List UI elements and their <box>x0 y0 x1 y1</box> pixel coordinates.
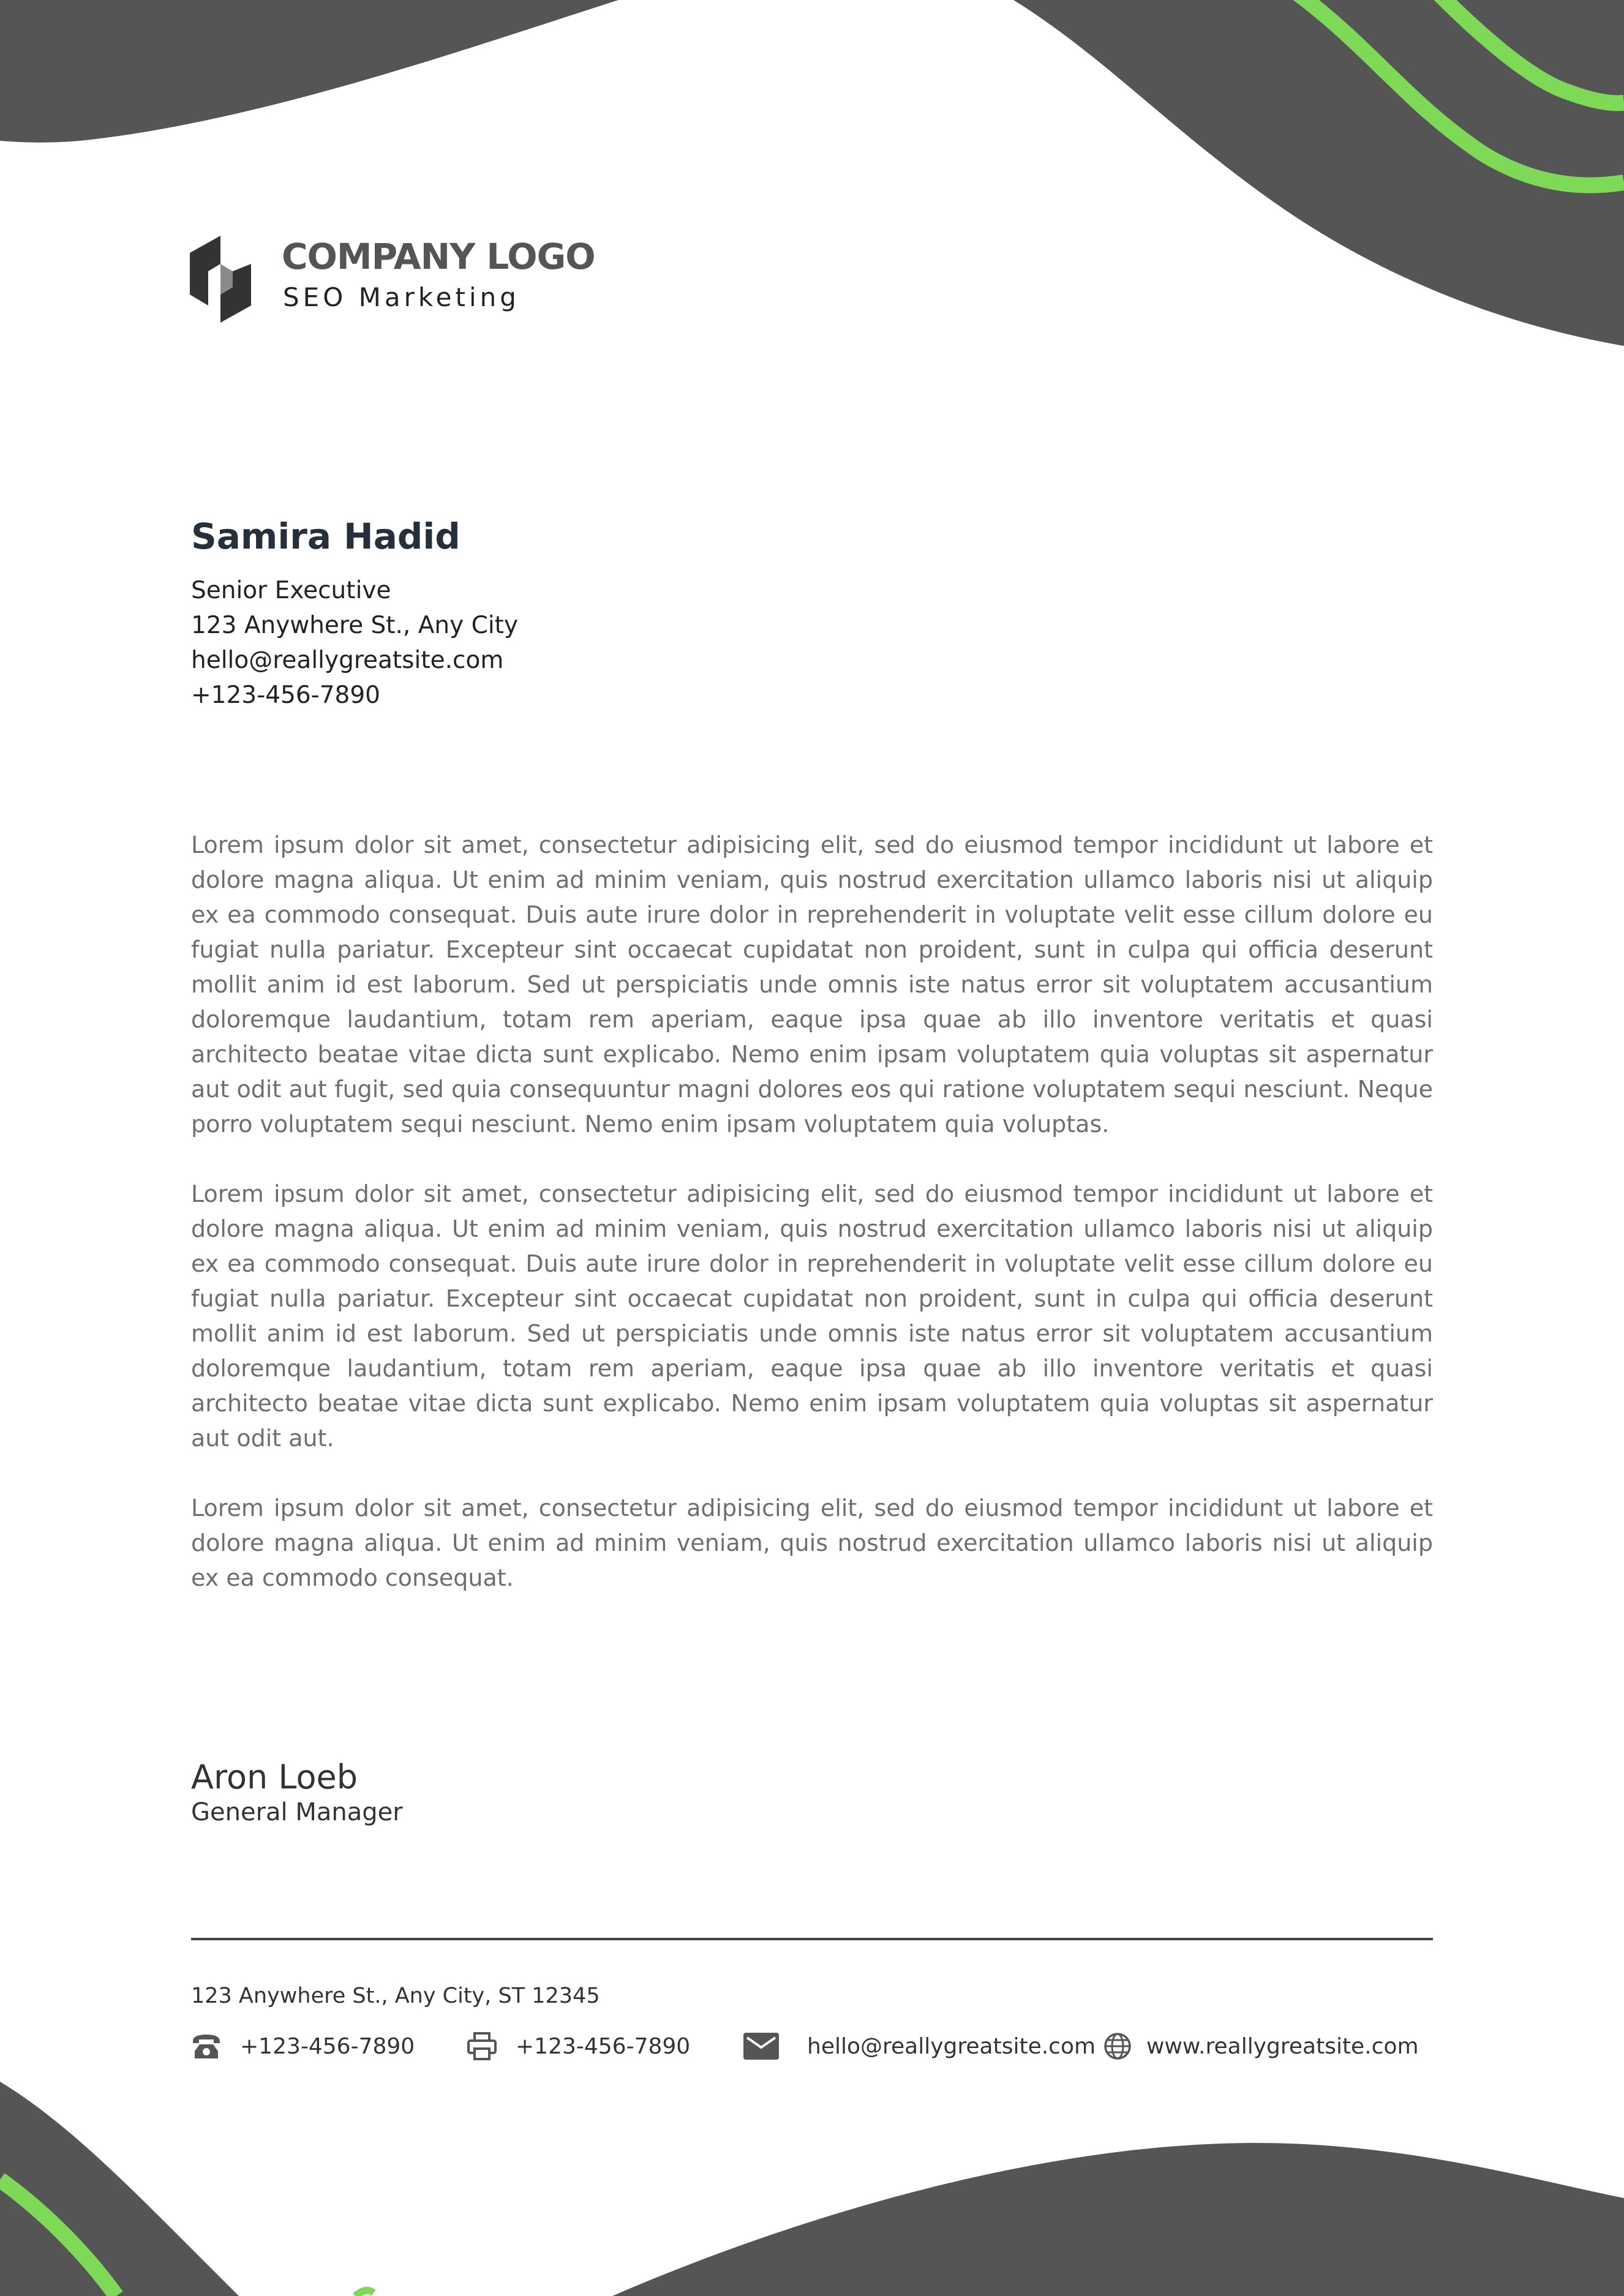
printer-icon <box>467 2032 497 2061</box>
footer-website-text[interactable]: www.reallygreatsite.com <box>1146 2033 1419 2059</box>
recipient-name: Samira Hadid <box>191 516 461 557</box>
recipient-block <box>191 513 518 713</box>
footer-website[interactable] <box>1103 2028 1419 2065</box>
footer-fax <box>467 2028 690 2065</box>
hexagon-logo-icon <box>190 236 251 323</box>
footer-phone-text: +123-456-7890 <box>240 2033 415 2059</box>
bottom-left-wave <box>0 2082 239 2296</box>
logo-name: COMPANY LOGO <box>282 236 595 277</box>
recipient-phone: +123-456-7890 <box>191 681 380 709</box>
envelope-icon <box>743 2033 779 2060</box>
signature-name: Aron Loeb <box>191 1758 358 1796</box>
letter-body <box>191 828 1433 1630</box>
logo-tagline: SEO Marketing <box>283 282 520 312</box>
footer-address: 123 Anywhere St., Any City, ST 12345 <box>191 1984 600 2008</box>
bottom-green-sliver <box>355 2290 374 2296</box>
telephone-icon <box>191 2033 222 2060</box>
footer-divider <box>191 1938 1433 1940</box>
recipient-title: Senior Executive <box>191 577 391 604</box>
recipient-address: 123 Anywhere St., Any City <box>191 612 519 639</box>
footer-email-text[interactable]: hello@reallygreatsite.com <box>807 2033 1096 2059</box>
footer-email[interactable] <box>743 2028 1096 2065</box>
bottom-right-wave <box>612 2143 1624 2296</box>
footer-phone <box>191 2028 415 2065</box>
footer-fax-text: +123-456-7890 <box>516 2033 691 2059</box>
recipient-email[interactable]: hello@reallygreatsite.com <box>191 647 504 674</box>
body-paragraph: Lorem ipsum dolor sit amet, consectetur adipisicing elit, sed do eiusmod tempor incididunt ut labore et dolore magna aliqua. Ut enim ad minim veniam, quis nostrud exercitation ullamco laboris nisi ut aliquip ex ea commodo consequat. Duis aute irure dolor in reprehenderit in voluptate velit esse cillum dolore eu fugiat nulla pariatur. Excepteur sint occaecat cupidatat non proident, sunt in culpa qui officia deserunt mollit anim id est laborum. Sed ut perspiciatis unde omnis iste natus error sit voluptatem accusantium doloremque laudantium, totam rem aperiam, eaque ipsa quae ab illo inventore veritatis et quasi architecto beatae vitae dicta sunt explicabo. Nemo enim ipsam voluptatem quia voluptas sit aspernatur aut odit aut fugit, sed quia consequuntur magni dolores eos qui ratione voluptatem sequi nesciunt. Neque porro voluptatem sequi nesciunt. Nemo enim ipsam voluptatem quia voluptas. <box>191 831 1433 1138</box>
signature-block <box>191 1757 403 1827</box>
top-left-wave <box>0 0 618 143</box>
globe-icon <box>1103 2032 1132 2060</box>
body-paragraph: Lorem ipsum dolor sit amet, consectetur adipisicing elit, sed do eiusmod tempor incididunt ut labore et dolore magna aliqua. Ut enim ad minim veniam, quis nostrud exercitation ullamco laboris nisi ut aliquip ex ea commodo consequat. <box>191 1495 1433 1591</box>
body-paragraph: Lorem ipsum dolor sit amet, consectetur adipisicing elit, sed do eiusmod tempor incididunt ut labore et dolore magna aliqua. Ut enim ad minim veniam, quis nostrud exercitation ullamco laboris nisi ut aliquip ex ea commodo consequat. Duis aute irure dolor in reprehenderit in voluptate velit esse cillum dolore eu fugiat nulla pariatur. Excepteur sint occaecat cupidatat non proident, sunt in culpa qui officia deserunt mollit anim id est laborum. Sed ut perspiciatis unde omnis iste natus error sit voluptatem accusantium doloremque laudantium, totam rem aperiam, eaque ipsa quae ab illo inventore veritatis et quasi architecto beatae vitae dicta sunt explicabo. Nemo enim ipsam voluptatem quia voluptas sit aspernatur aut odit aut. <box>191 1180 1433 1452</box>
signature-title: General Manager <box>191 1798 403 1826</box>
